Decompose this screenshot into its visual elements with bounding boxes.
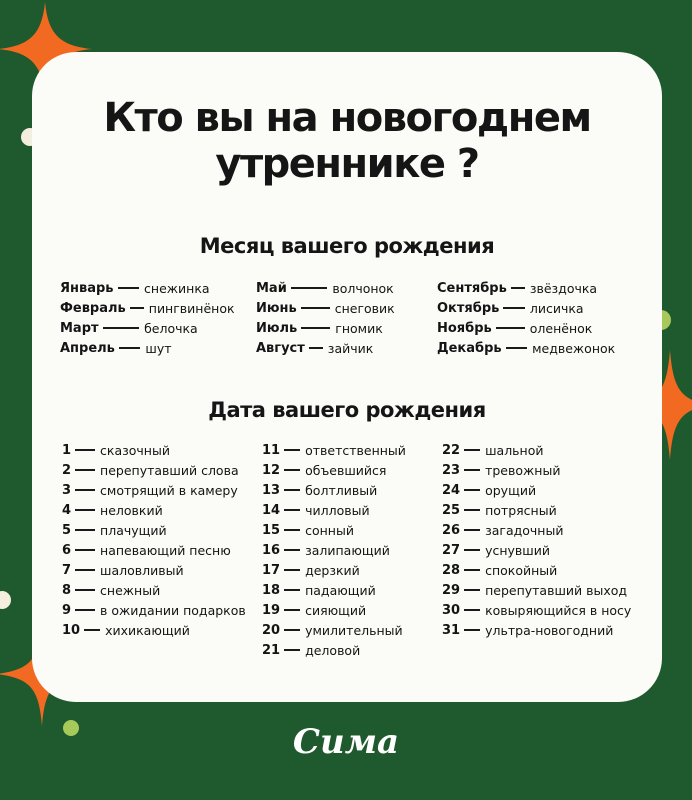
value-label: сказочный bbox=[100, 442, 170, 458]
dash-line bbox=[284, 549, 300, 550]
dash-line bbox=[75, 469, 95, 470]
value-label: звёздочка bbox=[529, 280, 598, 296]
day-label: 17 bbox=[262, 562, 281, 578]
month-section-heading: Месяц вашего рождения bbox=[199, 234, 495, 258]
value-label: загадочный bbox=[485, 522, 564, 538]
list-item bbox=[62, 500, 246, 520]
value-label: шут bbox=[145, 340, 172, 356]
day-label: 5 bbox=[62, 522, 72, 538]
day-label: 6 bbox=[62, 542, 72, 558]
dash-line bbox=[506, 347, 528, 348]
list-item bbox=[262, 440, 406, 460]
date-column bbox=[442, 440, 631, 640]
dash-line bbox=[284, 569, 300, 570]
dash-line bbox=[284, 449, 300, 450]
list-item bbox=[442, 600, 631, 620]
list-item bbox=[442, 480, 631, 500]
dash-line bbox=[464, 449, 480, 450]
list-item bbox=[62, 540, 246, 560]
value-label: чилловый bbox=[305, 502, 370, 518]
day-label: 13 bbox=[262, 482, 281, 498]
list-item bbox=[62, 520, 246, 540]
value-label: перепутавший выход bbox=[485, 582, 628, 598]
brand-logo: Сима bbox=[292, 722, 400, 762]
month-label: Февраль bbox=[60, 300, 126, 316]
list-item bbox=[262, 520, 406, 540]
list-item bbox=[60, 318, 235, 338]
list-item bbox=[60, 338, 235, 358]
day-label: 12 bbox=[262, 462, 281, 478]
list-item bbox=[262, 580, 406, 600]
list-item bbox=[442, 620, 631, 640]
list-item bbox=[62, 600, 246, 620]
day-label: 26 bbox=[442, 522, 461, 538]
list-item bbox=[437, 278, 615, 298]
value-label: хихикающий bbox=[105, 622, 190, 638]
dash-line bbox=[284, 589, 300, 590]
value-label: шаловливый bbox=[100, 562, 184, 578]
dash-line bbox=[464, 529, 480, 530]
value-label: потрясный bbox=[485, 502, 557, 518]
value-label: уснувший bbox=[485, 542, 550, 558]
value-label: спокойный bbox=[485, 562, 558, 578]
value-label: оленёнок bbox=[529, 320, 593, 336]
day-label: 18 bbox=[262, 582, 281, 598]
value-label: снеговик bbox=[334, 300, 395, 316]
list-item bbox=[262, 540, 406, 560]
value-label: в ожидании подарков bbox=[100, 602, 246, 618]
value-label: сонный bbox=[305, 522, 354, 538]
value-label: тревожный bbox=[485, 462, 561, 478]
list-item bbox=[442, 520, 631, 540]
day-label: 14 bbox=[262, 502, 281, 518]
month-label: Май bbox=[256, 280, 287, 296]
month-label: Март bbox=[60, 320, 99, 336]
list-item bbox=[62, 620, 246, 640]
dash-line bbox=[511, 287, 525, 288]
value-label: ковыряющийся в носу bbox=[485, 602, 632, 618]
value-label: орущий bbox=[485, 482, 537, 498]
content-card bbox=[32, 52, 662, 702]
day-label: 28 bbox=[442, 562, 461, 578]
dash-line bbox=[75, 569, 95, 570]
day-label: 31 bbox=[442, 622, 461, 638]
value-label: напевающий песню bbox=[100, 542, 231, 558]
value-label: гномик bbox=[335, 320, 383, 336]
list-item bbox=[256, 298, 395, 318]
list-item bbox=[442, 500, 631, 520]
month-column bbox=[60, 278, 235, 358]
value-label: умилительный bbox=[305, 622, 403, 638]
month-label: Декабрь bbox=[437, 340, 502, 356]
month-column bbox=[437, 278, 615, 358]
list-item bbox=[62, 580, 246, 600]
value-label: сияющий bbox=[305, 602, 367, 618]
value-label: залипающий bbox=[305, 542, 390, 558]
month-column bbox=[256, 278, 395, 358]
dash-line bbox=[301, 327, 330, 328]
list-item bbox=[262, 600, 406, 620]
day-label: 10 bbox=[62, 622, 81, 638]
month-label: Январь bbox=[60, 280, 114, 296]
month-label: Октябрь bbox=[437, 300, 500, 316]
dash-line bbox=[309, 347, 323, 348]
list-item bbox=[442, 440, 631, 460]
dash-line bbox=[284, 529, 300, 530]
day-label: 2 bbox=[62, 462, 72, 478]
dash-line bbox=[103, 327, 140, 328]
dash-line bbox=[464, 569, 480, 570]
dash-line bbox=[284, 469, 300, 470]
list-item bbox=[262, 640, 406, 660]
dash-line bbox=[284, 649, 300, 650]
date-section-heading: Дата вашего рождения bbox=[208, 398, 486, 422]
day-label: 23 bbox=[442, 462, 461, 478]
day-label: 4 bbox=[62, 502, 72, 518]
value-label: шальной bbox=[485, 442, 544, 458]
value-label: смотрящий в камеру bbox=[100, 482, 238, 498]
dash-line bbox=[130, 307, 144, 308]
list-item bbox=[442, 460, 631, 480]
dash-line bbox=[496, 327, 525, 328]
dash-line bbox=[75, 449, 95, 450]
dash-line bbox=[464, 509, 480, 510]
dash-line bbox=[75, 609, 95, 610]
value-label: объевшийся bbox=[305, 462, 387, 478]
value-label: белочка bbox=[144, 320, 198, 336]
day-label: 1 bbox=[62, 442, 72, 458]
list-item bbox=[62, 480, 246, 500]
list-item bbox=[262, 500, 406, 520]
dash-line bbox=[75, 549, 95, 550]
day-label: 22 bbox=[442, 442, 461, 458]
value-label: снежинка bbox=[144, 280, 210, 296]
day-label: 30 bbox=[442, 602, 461, 618]
list-item bbox=[62, 560, 246, 580]
dash-line bbox=[119, 347, 141, 348]
list-item bbox=[262, 460, 406, 480]
list-item bbox=[437, 318, 615, 338]
value-label: деловой bbox=[305, 642, 361, 658]
month-label: Сентябрь bbox=[437, 280, 507, 296]
dash-line bbox=[503, 307, 525, 308]
value-label: пингвинёнок bbox=[148, 300, 235, 316]
list-item bbox=[437, 338, 615, 358]
list-item bbox=[442, 580, 631, 600]
dash-line bbox=[75, 509, 95, 510]
list-item bbox=[442, 540, 631, 560]
day-label: 7 bbox=[62, 562, 72, 578]
dash-line bbox=[75, 529, 95, 530]
dash-line bbox=[464, 489, 480, 490]
month-label: Ноябрь bbox=[437, 320, 492, 336]
day-label: 25 bbox=[442, 502, 461, 518]
dash-line bbox=[284, 629, 300, 630]
list-item bbox=[262, 620, 406, 640]
day-label: 20 bbox=[262, 622, 281, 638]
list-item bbox=[437, 298, 615, 318]
dash-line bbox=[75, 489, 95, 490]
day-label: 24 bbox=[442, 482, 461, 498]
list-item bbox=[256, 278, 395, 298]
day-label: 16 bbox=[262, 542, 281, 558]
list-item bbox=[262, 480, 406, 500]
value-label: снежный bbox=[100, 582, 161, 598]
day-label: 15 bbox=[262, 522, 281, 538]
month-label: Июнь bbox=[256, 300, 297, 316]
value-label: ответственный bbox=[305, 442, 406, 458]
day-label: 21 bbox=[262, 642, 281, 658]
day-label: 9 bbox=[62, 602, 72, 618]
day-label: 27 bbox=[442, 542, 461, 558]
value-label: волчонок bbox=[332, 280, 394, 296]
day-label: 29 bbox=[442, 582, 461, 598]
dash-line bbox=[284, 489, 300, 490]
day-label: 11 bbox=[262, 442, 281, 458]
cream-dot-icon bbox=[0, 588, 16, 612]
dash-line bbox=[284, 609, 300, 610]
list-item bbox=[60, 278, 235, 298]
value-label: падающий bbox=[305, 582, 376, 598]
value-label: ультра-новогодний bbox=[485, 622, 614, 638]
value-label: перепутавший слова bbox=[100, 462, 239, 478]
value-label: медвежонок bbox=[532, 340, 616, 356]
dash-line bbox=[464, 589, 480, 590]
month-label: Август bbox=[256, 340, 305, 356]
dash-line bbox=[118, 287, 140, 288]
dash-line bbox=[75, 589, 95, 590]
page-title-line1: Кто вы на новогоднем bbox=[103, 95, 591, 141]
dash-line bbox=[291, 287, 328, 288]
list-item bbox=[62, 440, 246, 460]
dash-line bbox=[464, 469, 480, 470]
day-label: 8 bbox=[62, 582, 72, 598]
value-label: дерзкий bbox=[305, 562, 360, 578]
value-label: лисичка bbox=[529, 300, 584, 316]
date-column bbox=[62, 440, 246, 640]
month-label: Апрель bbox=[60, 340, 115, 356]
dash-line bbox=[301, 307, 330, 308]
dash-line bbox=[464, 629, 480, 630]
list-item bbox=[62, 460, 246, 480]
day-label: 19 bbox=[262, 602, 281, 618]
value-label: зайчик bbox=[327, 340, 374, 356]
value-label: плачущий bbox=[100, 522, 167, 538]
day-label: 3 bbox=[62, 482, 72, 498]
value-label: неловкий bbox=[100, 502, 163, 518]
list-item bbox=[262, 560, 406, 580]
dash-line bbox=[284, 509, 300, 510]
value-label: болтливый bbox=[305, 482, 378, 498]
dash-line bbox=[464, 549, 480, 550]
list-item bbox=[60, 298, 235, 318]
month-label: Июль bbox=[256, 320, 298, 336]
dash-line bbox=[464, 609, 480, 610]
list-item bbox=[256, 338, 395, 358]
list-item bbox=[442, 560, 631, 580]
list-item bbox=[256, 318, 395, 338]
date-column bbox=[262, 440, 406, 660]
page-title-line2: утреннике ? bbox=[215, 141, 479, 187]
dash-line bbox=[84, 629, 100, 630]
title-area bbox=[32, 52, 662, 222]
